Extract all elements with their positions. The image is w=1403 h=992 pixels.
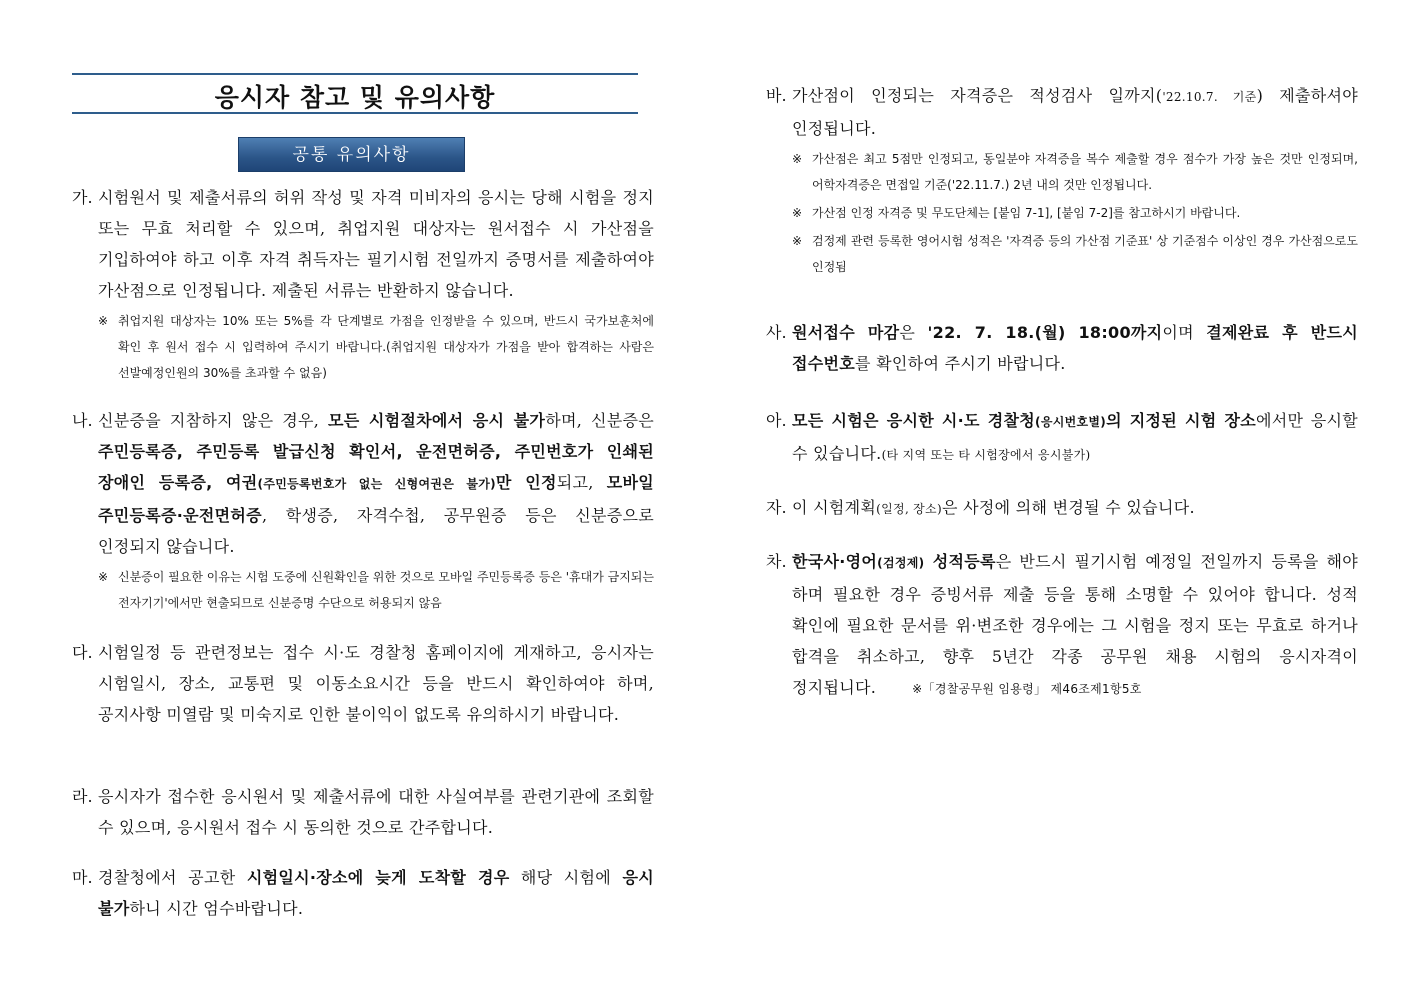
note-marker: ※ — [792, 152, 803, 166]
section-badge: 공통 유의사항 — [238, 137, 465, 172]
item-text: 모든 시험은 응시한 시·도 경찰청(응시번호별)의 지정된 시험 장소에서만 응시할 수 있습니다.(타 지역 또는 타 시험장에서 응시불가) — [792, 411, 1358, 463]
note-marker: ※ — [792, 234, 803, 248]
item-marker: 나. — [72, 411, 93, 430]
note-text: 신분증이 필요한 이유는 시험 도중에 신원확인을 위한 것으로 모바일 주민등록증 등은 '휴대가 금지되는 전자기기'에서만 현출되므로 신분증명 수단으로 허용되지 않음 — [118, 570, 654, 610]
item-text: 응시자가 접수한 응시원서 및 제출서류에 대한 사실여부를 관련기관에 조회할 수 있으며, 응시원서 접수 시 동의한 것으로 간주합니다. — [98, 787, 654, 837]
item-text: 시험일정 등 관련정보는 접수 시·도 경찰청 홈페이지에 게재하고, 응시자는 시험일시, 장소, 교통편 및 이동소요시간 등을 반드시 확인하여야 하며, 공지사항 미열람 및 미숙지로 인한 불이익이 없도록 유의하시기 바랍니다. — [98, 643, 654, 724]
item-text: 가산점이 인정되는 자격증은 적성검사 일까지('22.10.7. 기준) 제출하셔야 인정됩니다. — [792, 86, 1358, 138]
notice-item-a — [766, 405, 1358, 471]
item-marker: 다. — [72, 643, 93, 662]
note-text: 가산점은 최고 5점만 인정되고, 동일분야 자격증을 복수 제출할 경우 점수가 가장 높은 것만 인정되며, 어학자격증은 면접일 기준('22.11.7.) 2년 내의 것만 인정됩니다. — [812, 152, 1358, 192]
item-marker: 사. — [766, 323, 787, 342]
item-text: 경찰청에서 공고한 시험일시·장소에 늦게 도착할 경우 해당 시험에 응시 불가하니 시간 엄수바랍니다. — [98, 868, 654, 918]
item-text: 한국사·영어(검정제) 성적등록은 반드시 필기시험 예정일 전일까지 등록을 해야 하며 필요한 경우 증빙서류 제출 등을 통해 소명할 수 있어야 합니다. 성적 확인에 필요한 문서를 위·변조한 경우에는 그 시험을 정지 또는 무효로 하거나 합격을 취소하고, 향후 5년간 각종 공무원 채용 시험의 응시자격이 정지됩니다. ※「경찰공무원 임용령」 제46조제1항5호 — [792, 552, 1358, 697]
item-marker: 마. — [72, 868, 93, 887]
notice-item-ma — [72, 862, 654, 924]
item-text: 신분증을 지참하지 않은 경우, 모든 시험절차에서 응시 불가하며, 신분증은 주민등록증, 주민등록 발급신청 확인서, 운전면허증, 주민번호가 인쇄된 장애인 등록증, 여권(주민등록번호가 없는 신형여권은 불가)만 인정되고, 모바일 주민등록증·운전면허증, 학생증, 자격수첩, 공무원증 등은 신분증으로 인정되지 않습니다. — [98, 411, 654, 556]
item-marker: 아. — [766, 411, 787, 430]
item-note — [792, 228, 1358, 280]
notice-item-cha — [766, 546, 1358, 705]
item-marker: 라. — [72, 787, 93, 806]
item-note — [98, 564, 654, 616]
notice-item-ra — [72, 781, 654, 843]
notice-item-sa — [766, 317, 1358, 379]
item-note — [792, 146, 1358, 198]
item-text: 시험원서 및 제출서류의 허위 작성 및 자격 미비자의 응시는 당해 시험을 정지 또는 무효 처리할 수 있으며, 취업지원 대상자는 원서접수 시 가산점을 기입하여야 하고 이후 자격 취득자는 필기시험 전일까지 증명서를 제출하여야 가산점으로 인정됩니다. 제출된 서류는 반환하지 않습니다. — [98, 188, 654, 300]
item-note — [98, 308, 654, 386]
title-bottom-rule — [72, 112, 638, 114]
notice-item-da — [72, 637, 654, 730]
page-title: 응시자 참고 및 유의사항 — [214, 83, 496, 112]
title-top-rule — [72, 73, 638, 75]
item-marker: 차. — [766, 552, 787, 571]
item-text: 원서접수 마감은 '22. 7. 18.(월) 18:00까지이며 결제완료 후 반드시 접수번호를 확인하여 주시기 바랍니다. — [792, 323, 1358, 373]
note-text: 가산점 인정 자격증 및 무도단체는 [붙임 7-1], [붙임 7-2]를 참고하시기 바랍니다. — [812, 206, 1241, 220]
item-marker: 자. — [766, 498, 787, 517]
item-marker: 바. — [766, 86, 787, 105]
note-text: 검정제 관련 등록한 영어시험 성적은 '자격증 등의 가산점 기준표' 상 기준점수 이상인 경우 가산점으로도 인정됨 — [812, 234, 1358, 274]
notice-item-ga — [72, 182, 654, 386]
item-text: 이 시험계획(일정, 장소)은 사정에 의해 변경될 수 있습니다. — [792, 498, 1195, 517]
note-marker: ※ — [98, 570, 109, 584]
notice-item-ja — [766, 492, 1358, 525]
legal-reference: ※「경찰공무원 임용령」 제46조제1항5호 — [912, 682, 1142, 696]
note-marker: ※ — [792, 206, 803, 220]
note-marker: ※ — [98, 314, 109, 328]
note-text: 취업지원 대상자는 10% 또는 5%를 각 단계별로 가점을 인정받을 수 있으며, 반드시 국가보훈처에 확인 후 원서 접수 시 입력하여 주시기 바랍니다.(취업지원 대상자가 가점을 받아 합격하는 사람은 선발예정인원의 30%를 초과할 수 없음) — [118, 314, 654, 380]
item-marker: 가. — [72, 188, 93, 207]
notice-item-ba — [766, 80, 1358, 280]
notice-item-na — [72, 405, 654, 616]
item-note — [792, 200, 1358, 226]
